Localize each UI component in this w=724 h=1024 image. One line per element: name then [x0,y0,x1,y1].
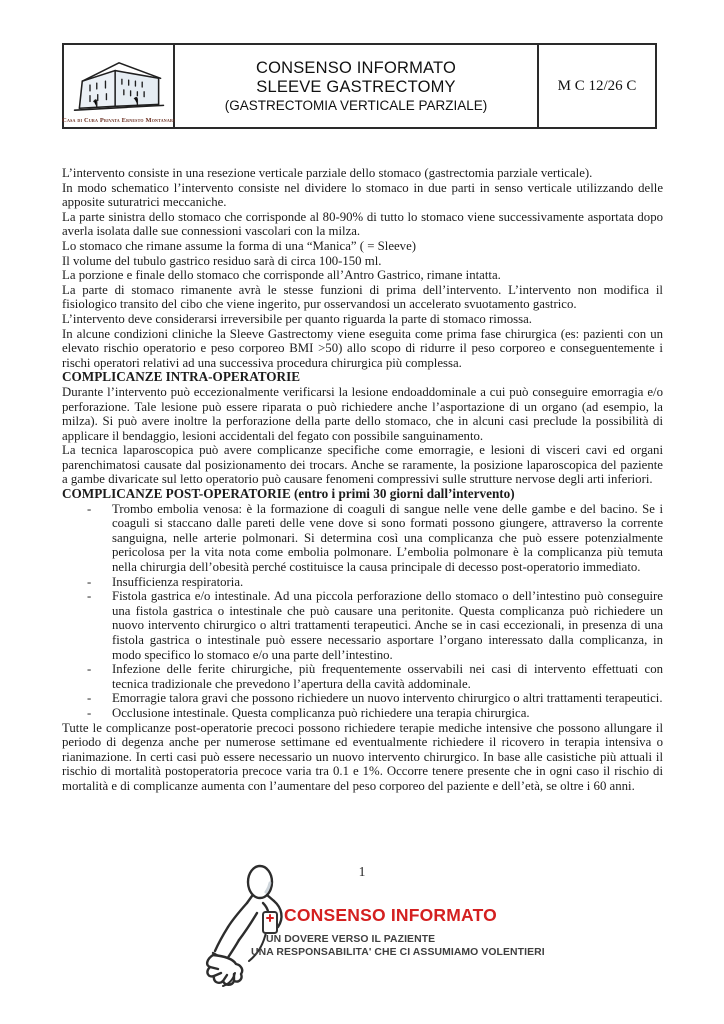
paragraph: La parte sinistra dello stomaco che corrisponde al 80-90% di tutto lo stomaco viene successivamente asportata dopo averla isolata dalle sue connessioni vascolari con la milza. [62,209,663,239]
page-number: 1 [358,864,366,879]
bullet-item [62,691,663,706]
footer-brand-title: CONSENSO INFORMATO [284,905,497,925]
section-heading-intra-operative: COMPLICANZE INTRA-OPERATORIE [62,369,301,385]
document-title [175,45,539,127]
paragraph: In alcune condizioni cliniche la Sleeve Gastrectomy viene eseguita come prima fase chirurgica (es: pazienti con un elevato rischio operatorio e peso corporeo BMI >50) allo scopo di ridurre il peso corporeo e conseguentemente i rischi operatori relativi ad una successiva procedura chirurgica più complessa. [62,326,663,370]
bullet-item [62,589,663,662]
bullet-text: Trombo embolia venosa: è la formazione di coaguli di sangue nelle vene delle gambe e del bacino. Se i coaguli si staccano dalle pareti delle vene dove si sono formati possono giungere, attraverso la corrente sanguigna, nelle arterie polmonari. Si determina così una complicanza che può essere potenzialmente pericolosa per la vita nota come embolia polmonare. L’embolia polmonare è la complicanza più temuta nella chirurgia dell’obesità perché costituisce la causa principale di decesso post-operatorio immediato. [112,501,663,575]
bullet-text: Insufficienza respiratoria. [112,574,244,589]
bullet-item [62,662,663,691]
paragraph: La parte di stomaco rimanente avrà le stesse funzioni di prima dell’intervento. L’intervento non modifica il fisiologico transito del cibo che viene ingerito, pur osservandosi un accelerato svuotamento gastrico. [62,282,663,312]
paragraph: In modo schematico l’intervento consiste nel dividere lo stomaco in due parti in senso verticale utilizzando delle apposite suturatrici meccaniche. [62,180,663,210]
paragraph: Lo stomaco che rimane assume la forma di una “Manica” ( = Sleeve) [62,238,417,253]
paragraph: La porzione e finale dello stomaco che corrisponde all’Antro Gastrico, rimane intatta. [62,268,501,283]
document-body [62,166,663,794]
title-line-2: SLEEVE GASTRECTOMY [256,77,456,96]
paragraph: Il volume del tubulo gastrico residuo sarà di circa 100-150 ml. [62,253,382,268]
paragraph: L’intervento deve considerarsi irreversibile per quanto riguarda la parte di stomaco rimossa. [62,311,533,326]
building-sketch-icon [70,58,168,116]
bullet-item [62,502,663,575]
bullet-text: Infezione delle ferite chirurgiche, più frequentemente osservabili nei casi di intervento effettuati con tecnica tradizionale che prevedono l’apertura della cavità addominale. [112,662,663,691]
title-line-1: CONSENSO INFORMATO [255,58,457,77]
footer-tagline-1: UN DOVERE VERSO IL PAZIENTE [266,934,436,945]
clinic-logo [64,45,175,127]
footer-tagline-2: UNA RESPONSABILITA' CHE CI ASSUMIAMO VOLENTIERI [251,947,545,958]
bullet-text: Fistola gastrica e/o intestinale. Ad una piccola perforazione dello stomaco o dell’intestino può conseguire una fistola gastrica o intestinale che può causare una peritonite. Questa complicanza può richiedere un nuovo intervento chirurgico o altri trattamenti terapeutici. Anche se in casi eccezionali, in presenza di una fistola gastrica o intestinale può essere necessario asportare l’organo interessato dalla complicanza, in modo specifico lo stomaco e/o una parte dell’intestino. [112,589,663,662]
doctor-figure-icon [205,861,325,996]
clinic-name: Casa di Cura Privata Ernesto Montanari [62,117,175,124]
bullet-marker: - [87,691,92,706]
bullet-marker: - [87,574,92,589]
header [62,43,657,129]
bullet-marker: - [87,501,92,516]
paragraph: La tecnica laparoscopica può avere complicanze specifiche come emorragie, e lesioni di visceri cavi ed organi parenchimatosi causate dal posizionamento dei trocars. Anche se raramente, la posizione laparoscopica del paziente a gambe divaricate sul letto operatorio può causare fenomeni compressivi sulle strutture nervose degli arti inferiori. [62,443,663,487]
bullet-marker: - [87,705,92,720]
bullet-text: Emorragie talora gravi che possono richiedere un nuovo intervento chirurgico o altri trattamenti terapeutici. [112,691,663,706]
section-heading-post-operative: COMPLICANZE POST-OPERATORIE (entro i primi 30 giorni dall’intervento) [62,486,515,502]
document-code: M C 12/26 C [557,77,637,94]
bullet-item [62,575,663,590]
bullet-marker: - [87,589,92,604]
title-line-3: (GASTRECTOMIA VERTICALE PARZIALE) [224,97,488,113]
paragraph: L’intervento consiste in una resezione verticale parziale dello stomaco (gastrectomia parziale verticale). [62,166,593,180]
paragraph: Tutte le complicanze post-operatorie precoci possono richiedere terapie mediche intensive che possono allungare il periodo di degenza anche per numerose settimane ed eventualmente richiedere il ricovero in terapia intensiva o rianimazione. In certi casi può essere necessario un nuovo intervento chirurgico. In base alle casistiche più attuali il rischio di mortalità postoperatoria precoce varia tra 0.1 e 1%. Occorre tenere presente che in ogni caso il rischio di mortalità e di complicanze aumenta con l’aumentare del peso corporeo del paziente e dell’età, se oltre i 60 anni. [62,720,663,793]
bullet-marker: - [87,662,92,677]
paragraph: Durante l’intervento può eccezionalmente verificarsi la lesione endoaddominale a cui può conseguire emorragia e/o perforazione. Tale lesione può essere riparata o può richiedere anche l’asportazione di un organo (ad esempio, la milza). Si può avere inoltre la perforazione della parte dello stomaco, che in alcuni casi preclude la possibilità di applicare il bendaggio, lesioni accidentali del fegato con possibile sanguinamento. [62,384,663,443]
bullet-item [62,706,663,721]
bullet-text: Occlusione intestinale. Questa complicanza può richiedere una terapia chirurgica. [112,705,530,720]
